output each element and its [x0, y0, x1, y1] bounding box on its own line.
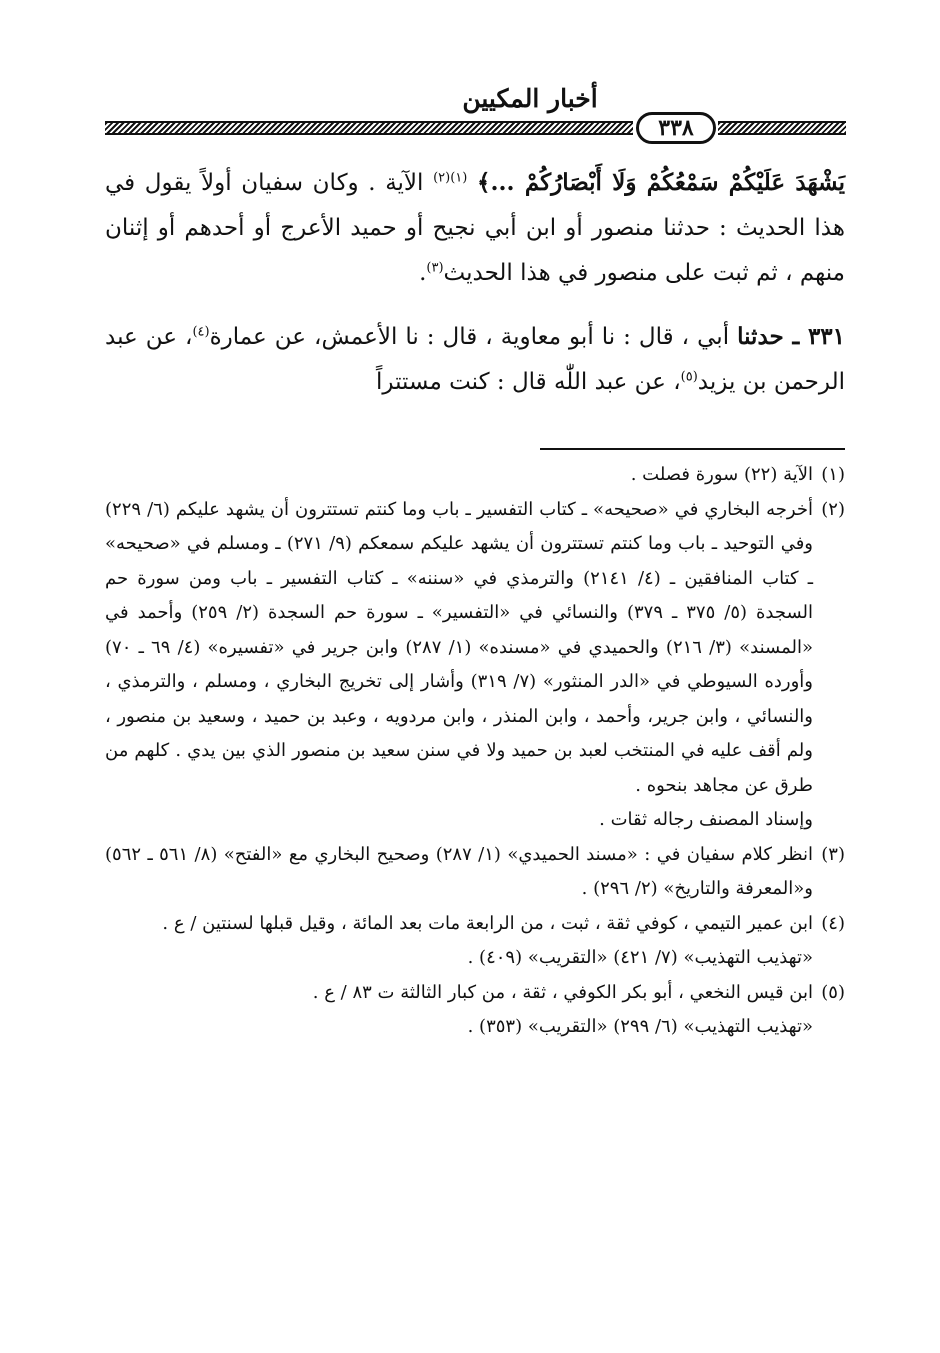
footnotes: [105, 458, 845, 1045]
footnote-line: «تهذيب التهذيب» (٦/ ٢٩٩) «التقريب» (٣٥٣) .: [467, 1016, 813, 1037]
paragraph-1-end: .: [419, 260, 427, 286]
footnote-1: [105, 458, 845, 493]
hadith-text-b: ، عن عبد الرحمن بن يزيد: [105, 324, 845, 395]
footnote-3: [105, 838, 845, 907]
footnote-2: [105, 493, 845, 838]
footnote-line: ابن قيس النخعي ، أبو بكر الكوفي ، ثقة ، من كبار الثالثة ت ٨٣ / ع .: [312, 981, 813, 1003]
header-rule-left: [105, 121, 633, 135]
hadith-331: [105, 314, 845, 405]
footnote-ref-3: (٣): [426, 260, 444, 276]
footnote-4: [105, 907, 845, 976]
footnote-line: انظر كلام سفيان في : «مسند الحميدي» (١/ ٢٨٧) وصحيح البخاري مع «الفتح» (٨/ ٥٦١ ـ ٥٦٢) و«المعرفة والتاريخ» (٢/ ٢٩٦) .: [105, 843, 814, 899]
page-number: ٣٣٨: [636, 112, 716, 144]
footnote-line: وإسناد المصنف رجاله ثقات .: [599, 809, 813, 830]
footnote-5: [105, 976, 845, 1045]
footnote-line: الآية (٢٢) سورة فصلت .: [630, 464, 813, 485]
footnote-number: (٢): [821, 498, 845, 520]
footnote-line: أخرجه البخاري في «صحيحه» ـ كتاب التفسير ـ باب وما كنتم تستترون أن يشهد عليكم (٦/ ٢٢٩) وفي التوحيد ـ باب وما كنتم تستترون أن يشهد عليكم سمعكم (٩/ ٢٧١) ـ ومسلم في «صحيحه» ـ كتاب المنافقين ـ (٤/ ٢١٤١) والترمذي في «سننه» ـ كتاب التفسير ـ باب ومن سورة حم السجدة (٥/ ٣٧٥ ـ ٣٧٩) والنسائي في «التفسير» ـ سورة حم السجدة (٢/ ٢٥٩) وأحمد في «المسند» (٣/ ٢١٦) والحميدي في «مسنده» (١/ ٢٨٧) وابن جرير في «تفسيره» (٤/ ٦٩ ـ ٧٠) وأورده السيوطي في «الدر المنثور» (٧/ ٣١٩) وأشار إلى تخريج البخاري ، ومسلم ، والترمذي ، والنسائي ، وابن جرير، وأحمد ، وابن المنذر ، وابن مردويه ، وعبد بن حميد ، وسعيد بن منصور ، ولم أقف عليه في المنتخب لعبد بن حميد ولا في سنن سعيد بن منصور الذي بين يدي . كلهم من طرق عن مجاهد بنحوه .: [105, 498, 814, 796]
footnote-ref-5: (٥): [680, 369, 698, 385]
main-text: [105, 160, 845, 405]
footnote-number: (٥): [821, 981, 845, 1003]
footnote-ref-4: (٤): [192, 324, 210, 340]
header-rule-right: [718, 121, 846, 135]
running-title: أخبار المكيين: [462, 84, 598, 113]
footnote-ref-1-2: (١)(٢): [433, 170, 468, 186]
paragraph-1: [105, 160, 845, 296]
footnote-number: (٤): [821, 912, 845, 934]
footnote-line: ابن عمير التيمي ، كوفي ثقة ، ثبت ، من الرابعة مات بعد المائة ، وقيل قبلها لسنتين / ع .: [162, 912, 813, 934]
quran-verse: يَشْهَدَ عَلَيْكُمْ سَمْعُكُمْ وَلَا أَبْصَارُكُمْ ...﴾: [477, 169, 846, 196]
footnote-number: (١): [821, 464, 845, 485]
paragraph-1-text: الآية . وكان سفيان أولاً يقول في هذا الحديث : حدثنا منصور أو ابن أبي نجيح أو حميد الأعرج أو أحدهم أو إثنان منهم ، ثم ثبت على منصور في هذا الحديث: [105, 170, 845, 286]
footnote-number: (٣): [821, 843, 845, 865]
hadith-text-c: ، عن عبد اللّٰه قال : كنت مستتراً: [375, 369, 681, 395]
hadith-number: ٣٣١ ـ حدثنا: [737, 323, 845, 350]
hadith-text-a: أبي ، قال : نا أبو معاوية ، قال : نا الأعمش، عن عمارة: [209, 324, 738, 350]
footnote-separator: [540, 448, 845, 450]
footnote-line: «تهذيب التهذيب» (٧/ ٤٢١) «التقريب» (٤٠٩) .: [467, 947, 813, 968]
